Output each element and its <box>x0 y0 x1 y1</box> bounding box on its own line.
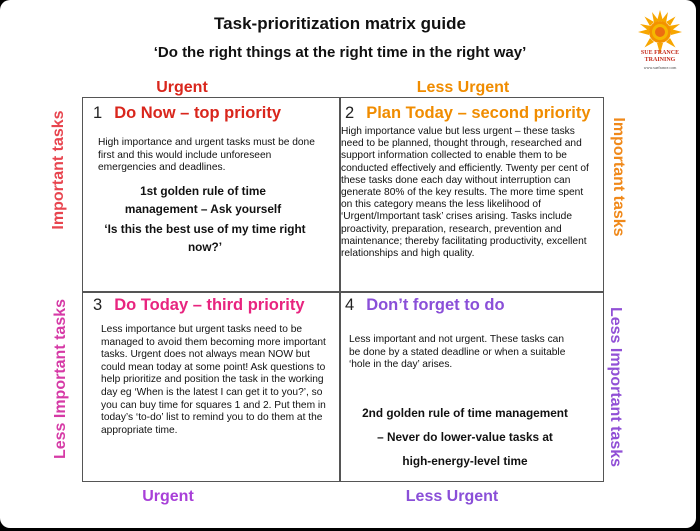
logo-line2: TRAINING <box>644 57 676 63</box>
quadrant-4-rule-line3: high-energy-level time <box>402 454 528 468</box>
quadrant-1-title: Do Now – top priority <box>114 104 282 122</box>
priority-matrix <box>82 97 604 482</box>
quadrant-3-title: Do Today – third priority <box>114 296 305 314</box>
quadrant-3-number: 3 <box>93 296 103 314</box>
column-urgent-top: Urgent <box>156 79 208 96</box>
column-urgent-bottom: Urgent <box>142 488 194 505</box>
quadrant-2-title: Plan Today – second priority <box>366 104 591 122</box>
quadrant-2-heading <box>345 104 591 123</box>
column-less-urgent-top: Less Urgent <box>416 79 510 96</box>
logo-text <box>626 50 694 71</box>
row-less-important-right: Less Important tasks <box>607 306 624 468</box>
row-important-left: Important tasks <box>50 110 67 230</box>
quadrant-1-number: 1 <box>93 104 103 122</box>
quadrant-4-rule-line2: – Never do lower-value tasks at <box>377 430 553 444</box>
row-less-important-left: Less Important tasks <box>52 298 69 460</box>
page-subtitle: ‘Do the right things at the right time in the right way’ <box>153 44 527 61</box>
quadrant-2-number: 2 <box>345 104 355 122</box>
quadrant-2-text: High importance value but less urgent – these tasks need to be planned, thought through, researched and support information collected to enable them to be conducted effectively and efficiently. Twenty per cent of these tasks done each day without interruption can generate 80% of the key results. The more time spent on this category means the less likelihood of ‘Urgent/Important task’ crises arising. Tasks include proactivity, preparation, research, prevention and maintenance; thereby facilitating productivity, excellent relationships and high quality. <box>341 126 589 260</box>
quadrant-3-text: Less importance but urgent tasks need to be managed to avoid them becoming more important tasks. Urgent does not always mean NOW but could mean today at some point! Ask questions to help prioritize and position the task in the working day eg ‘When is the latest I can get it to you?’, so you can buy time for squares 1 and 2. Put them in today’s ‘to-do’ list to remind you to do them at the appropriate time. <box>101 324 326 436</box>
quadrant-1-rule: 1st golden rule of time management – Ask yourself <box>124 184 282 216</box>
quadrant-4-title: Don’t forget to do <box>366 296 505 314</box>
quadrant-1-text: High importance and urgent tasks must be done first and this would include unforeseen emergencies and deadlines. <box>98 137 315 174</box>
logo-line1: SUE FRANCE <box>640 50 680 56</box>
quadrant-4-heading <box>345 296 505 315</box>
page-title: Task-prioritization matrix guide <box>214 14 466 33</box>
column-less-urgent-bottom: Less Urgent <box>405 488 499 505</box>
quadrant-4-rule-line1: 2nd golden rule of time management <box>362 406 568 420</box>
logo-line3: www.suefrance.com <box>643 65 677 70</box>
row-important-right: Important tasks <box>610 117 627 237</box>
quadrant-4-rule <box>345 401 585 473</box>
quadrant-1-heading <box>93 104 281 123</box>
quadrant-3-heading <box>93 296 305 315</box>
quadrant-4-text: Less important and not urgent. These tasks can be done by a stated deadline or when a suitable ‘hole in the day’ arises. <box>349 334 566 371</box>
quadrant-4-number: 4 <box>345 296 355 314</box>
quadrant-1-question: ‘Is this the best use of my time right now?’ <box>104 222 306 254</box>
matrix-divider-horizontal <box>83 291 603 293</box>
